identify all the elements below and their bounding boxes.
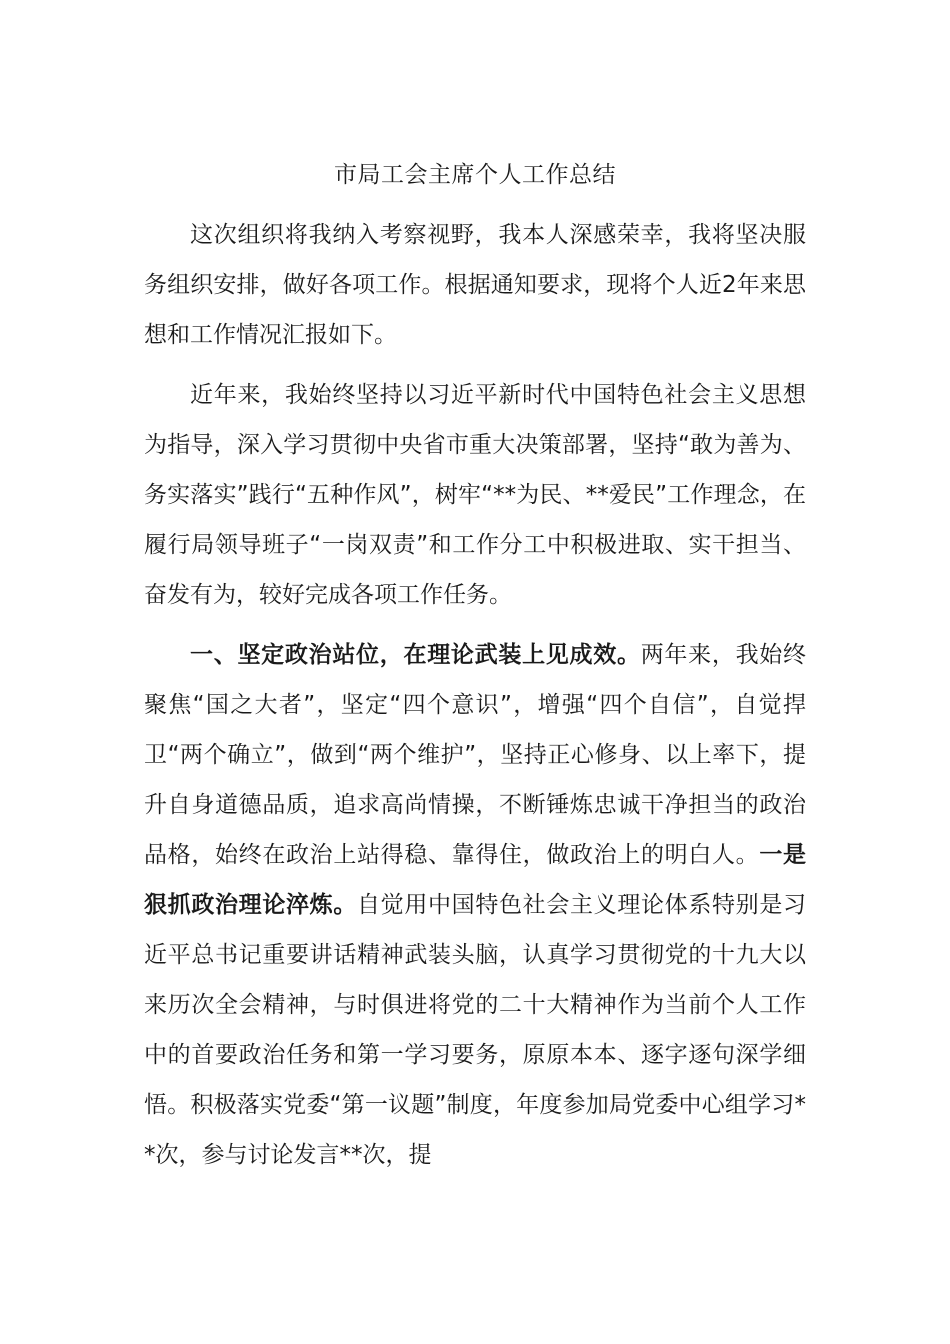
section-one-text-continued: 自觉用中国特色社会主义理论体系特别是习近平总书记重要讲话精神武装头脑，认真学习贯彻党的十九大以来历次全会精神，与时俱进将党的二十大精神作为当前个人工作中的首要政治任务和第一学习要务，原原本本、逐字逐句深学细悟。积极落实党委“第一议题”制度，年度参加局党委中心组学习**次，参与讨论发言**次，提: [144, 892, 807, 1168]
document-title: 市局工会主席个人工作总结: [334, 162, 616, 188]
paragraph-section-one: [144, 630, 806, 1180]
paragraph-overview: 近年来，我始终坚持以习近平新时代中国特色社会主义思想为指导，深入学习贯彻中央省市重大决策部署，坚持“敢为善为、务实落实”践行“五种作风”，树牢“**为民、**爱民”工作理念，在履行局领导班子“一岗双责”和工作分工中积极进取、实干担当、奋发有为，较好完成各项工作任务。: [144, 382, 806, 608]
section-one-heading: 一、坚定政治站位，在理论武装上见成效。: [190, 642, 641, 668]
paragraph-intro: 这次组织将我纳入考察视野，我本人深感荣幸，我将坚决服务组织安排，做好各项工作。根据通知要求，现将个人近2年来思想和工作情况汇报如下。: [144, 222, 806, 348]
section-one-text: 两年来，我始终聚焦“国之大者”，坚定“四个意识”，增强“四个自信”，自觉捍卫“两个确立”，做到“两个维护”，坚持正心修身、以上率下，提升自身道德品质，追求高尚情操，不断锤炼忠诚干净担当的政治品格，始终在政治上站得稳、靠得住，做政治上的明白人。: [144, 642, 807, 868]
section-one-subheading: 一是狠抓政治理论淬炼。: [144, 842, 807, 918]
document-body: [144, 210, 806, 1190]
